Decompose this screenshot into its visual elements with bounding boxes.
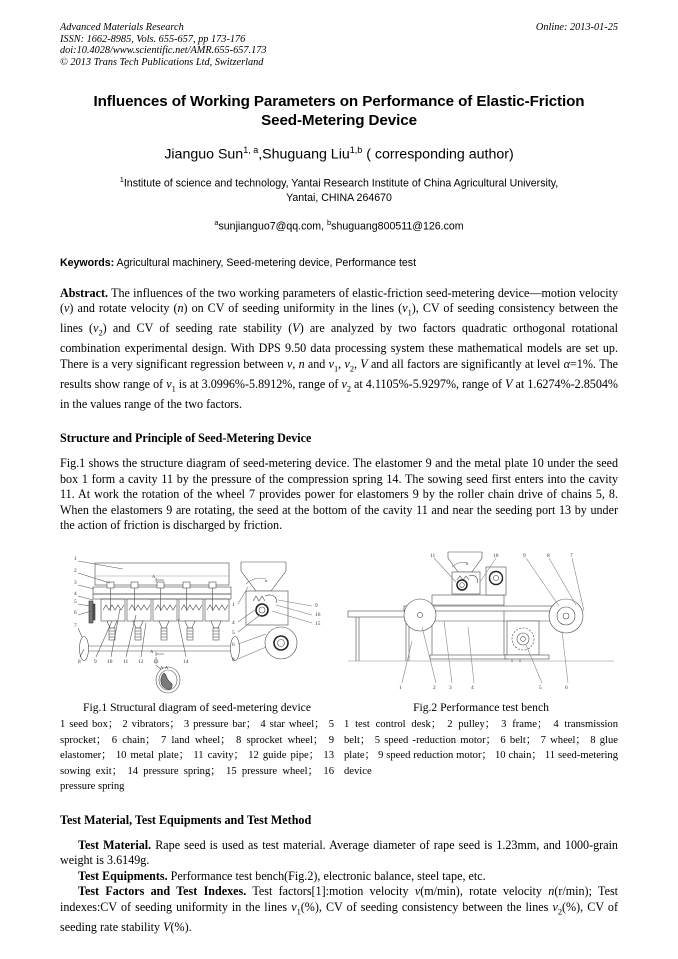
abstract-var-v2-c: v	[341, 376, 347, 391]
svg-text:9: 9	[94, 659, 97, 666]
abstract-block	[60, 286, 618, 413]
svg-text:7: 7	[74, 623, 77, 630]
svg-text:A-A: A-A	[160, 665, 169, 671]
abstract-t5: ) and CV of seeding rate stability (	[102, 321, 293, 336]
copyright-line: © 2013 Trans Tech Publications Ltd, Switzerland	[60, 56, 264, 68]
abstract-var-v: v	[64, 301, 70, 316]
svg-text:15: 15	[315, 621, 321, 628]
test-material-text: Rape seed is used as test material. Average diameter of rape seed is 1.23mm, and 1000-grain weight is 3.6149g.	[60, 837, 618, 868]
svg-text:14: 14	[183, 659, 189, 666]
svg-text:A: A	[150, 649, 154, 655]
abstract-var-v2-b-sub: 2	[349, 364, 355, 374]
svg-text:16: 16	[315, 612, 321, 619]
figure-2-block	[344, 549, 618, 795]
test-factors-label: Test Factors and Test Indexes.	[78, 884, 247, 899]
title-line-1: Influences of Working Parameters on Performance of Elastic-Friction	[93, 93, 585, 111]
svg-text:3: 3	[449, 685, 452, 692]
abstract-var-V-b: V	[360, 356, 368, 371]
corresponding-author-note: ( corresponding author)	[362, 147, 514, 164]
abstract-t9: ,	[338, 356, 345, 371]
abstract-var-v2-c-sub: 2	[346, 384, 351, 394]
keywords-block	[60, 256, 618, 270]
svg-text:5: 5	[539, 685, 542, 692]
affiliation-line-2: Yantai, CHINA 264670	[286, 192, 392, 205]
test-var-n: n	[548, 884, 555, 899]
author-1-affil-marker: 1, a	[243, 145, 259, 156]
abstract-t10: ,	[354, 356, 361, 371]
abstract-var-n: n	[177, 301, 184, 316]
abstract-var-v1: v	[402, 301, 408, 316]
masthead	[60, 22, 618, 68]
test-material-label: Test Material.	[78, 837, 152, 852]
svg-text:11: 11	[123, 659, 129, 666]
figure-1-image	[60, 549, 334, 695]
test-factors-t5: (%), CV of seeding rate stability	[60, 899, 618, 934]
test-equipments-label: Test Equipments.	[78, 868, 168, 883]
svg-text:12: 12	[138, 659, 144, 666]
online-date: Online: 2013-01-25	[535, 22, 618, 33]
email-a[interactable]: sunjianguo7@qq.com,	[218, 220, 325, 233]
section-heading-structure: Structure and Principle of Seed-Metering Device	[60, 431, 312, 446]
abstract-var-alpha: α	[563, 356, 570, 371]
abstract-t11: and all factors are significantly at level	[367, 356, 564, 371]
svg-text:10: 10	[493, 553, 499, 560]
svg-text:8: 8	[78, 659, 81, 666]
svg-text:1: 1	[232, 602, 235, 609]
svg-text:4: 4	[232, 620, 235, 627]
test-factors-t2: (m/min), rotate velocity	[420, 884, 549, 899]
abstract-var-v1-sub: 1	[407, 308, 412, 318]
title-line-2: Seed-Metering Device	[261, 112, 417, 130]
abstract-var-v1-b-sub: 1	[333, 364, 339, 374]
figure-2-image	[344, 549, 618, 695]
figure-1-caption: Fig.1 Structural diagram of seed-metering device	[83, 701, 311, 715]
abstract-t1: The influences of the two working parameters of elastic-friction seed-metering device—motion velocity (	[60, 285, 618, 316]
svg-text:5: 5	[232, 630, 235, 637]
svg-text:4: 4	[471, 685, 474, 692]
svg-text:n: n	[265, 578, 268, 584]
author-2-affil-marker: 1,b	[349, 145, 363, 156]
author-list	[60, 141, 618, 164]
author-2-name: Shuguang Liu	[262, 147, 350, 164]
figure-2-legend: 1 test control desk； 2 pulley； 3 frame； 4 transmission belt； 5 speed -reduction motor； 6 belt； 7 wheel； 8 glue plate； 9 speed reduction motor； 10 chain； 11 seed-metering device	[344, 719, 618, 777]
abstract-t15: at 1.6274%-2.8504% in the values range of the two factors.	[60, 376, 619, 411]
test-var-v2-sub: 2	[557, 907, 563, 917]
svg-text:2: 2	[74, 568, 77, 575]
svg-text:5: 5	[74, 599, 77, 606]
svg-text:9: 9	[315, 603, 318, 610]
test-factors-t4: (%), CV of seeding consistency between the lines	[300, 899, 553, 914]
keywords-label: Keywords:	[60, 256, 115, 269]
svg-text:A: A	[152, 574, 156, 580]
figure-1-legend: 1 seed box； 2 vibrators； 3 pressure bar； 4 star wheel； 5 sprocket； 6 chain； 7 land wheel； 8 sprocket wheel； 9 elastomer； 10 metal plate； 11 cavity； 12 guide pipe； 13 sowing exit； 14 pressure spring； 15 pressure wheel； 16 pressure spring	[60, 719, 334, 793]
figure-2-caption: Fig.2 Performance test bench	[413, 701, 549, 715]
figure-1-block	[60, 549, 334, 795]
keywords-value: Agricultural machinery, Seed-metering device, Performance test	[114, 256, 417, 269]
svg-text:6: 6	[232, 642, 235, 649]
svg-text:10: 10	[107, 659, 113, 666]
abstract-var-V: V	[292, 321, 300, 336]
abstract-var-V-c: V	[505, 376, 513, 391]
svg-text:1: 1	[399, 685, 402, 692]
abstract-var-v1-c: v	[166, 376, 172, 391]
test-var-v1: v	[291, 899, 297, 914]
paragraph-test-equipments	[60, 869, 618, 885]
abstract-t7: ,	[292, 356, 299, 371]
author-emails	[60, 216, 618, 234]
test-factors-t1: Test factors[1]:motion velocity	[246, 884, 415, 899]
svg-text:9: 9	[523, 553, 526, 560]
svg-text:n: n	[466, 561, 469, 567]
paragraph-test-material	[60, 838, 618, 869]
test-factors-t3: (r/min); Test indexes:CV of seeding uniformity in the lines	[60, 884, 619, 914]
paper-title	[60, 92, 618, 130]
svg-text:7: 7	[570, 553, 573, 560]
abstract-t8: and	[304, 356, 329, 371]
abstract-t2: ) and rotate velocity (	[69, 301, 178, 316]
email-b[interactable]: shuguang800511@126.com	[331, 220, 464, 233]
abstract-t12: =1%. The results show range of	[60, 356, 619, 391]
affiliation-line-1: Institute of science and technology, Yantai Research Institute of China Agricultural University,	[123, 177, 559, 190]
svg-text:8: 8	[547, 553, 550, 560]
svg-text:11: 11	[430, 553, 436, 560]
masthead-top-row	[60, 22, 618, 34]
svg-text:8: 8	[232, 657, 235, 664]
test-factors-t6: (%).	[170, 919, 192, 934]
svg-text:4: 4	[74, 591, 77, 598]
abstract-t4: ), CV of seeding consistency between the lines (	[60, 301, 618, 336]
svg-text:6: 6	[565, 685, 568, 692]
email-b-marker: b	[327, 217, 332, 227]
issn-line: ISSN: 1662-8985, Vols. 655-657, pp 173-176	[60, 33, 246, 45]
abstract-t14: at 4.1105%-5.9297%, range of	[351, 376, 506, 391]
doi-line[interactable]: doi:10.4028/www.scientific.net/AMR.655-657.173	[60, 45, 267, 57]
abstract-t6: ) are analyzed by two factors quadratic orthogonal rotational combination experimental design. With DPS 9.50 data processing system these mathematical models are set up. There is a very significant regression between	[60, 321, 618, 371]
section-structure-paragraph: Fig.1 shows the structure diagram of seed-metering device. The elastomer 9 and the metal plate 10 under the seed box 1 form a cavity 11 by the pressure of the compression spring 14. The sowing seed first enters into the cavity 11. At work the rotation of the wheel 7 provides power for elastomers 9 by the roller chain drive of chains 5, 8. When the elastomers 9 are rotating, the seed at the bottom of the cavity 11 and near the seeding port 13 by under the action of friction is discharged by friction.	[60, 456, 618, 533]
abstract-var-v2-sub: 2	[98, 328, 103, 338]
test-equipments-text: Performance test bench(Fig.2), electronic balance, steel tape, etc.	[167, 868, 486, 883]
abstract-var-v1-b: v	[328, 356, 334, 371]
abstract-var-v-b: v	[286, 356, 293, 371]
email-a-marker: a	[214, 217, 219, 227]
abstract-var-n-b: n	[298, 356, 305, 371]
svg-text:13: 13	[153, 659, 159, 666]
svg-text:2: 2	[433, 685, 436, 692]
affiliation	[60, 173, 618, 206]
author-separator: ,	[258, 147, 263, 164]
section-heading-test: Test Material, Test Equipments and Test Method	[60, 812, 312, 827]
abstract-label: Abstract.	[60, 285, 109, 300]
figure-row	[60, 549, 618, 795]
affiliation-marker: 1	[119, 175, 124, 185]
abstract-t3: ) on CV of seeding uniformity in the lines (	[183, 301, 403, 316]
author-1-name: Jianguo Sun	[164, 147, 244, 164]
test-var-v1-sub: 1	[296, 907, 301, 917]
svg-text:3: 3	[74, 580, 77, 587]
test-var-v2: v	[552, 899, 558, 914]
journal-name: Advanced Materials Research	[60, 22, 184, 33]
svg-text:6: 6	[74, 610, 77, 617]
test-var-v: v	[414, 884, 421, 899]
page-content	[60, 22, 618, 936]
abstract-var-v2-b: v	[344, 356, 350, 371]
abstract-var-v2: v	[93, 321, 99, 336]
paragraph-test-factors	[60, 884, 618, 935]
abstract-var-v1-c-sub: 1	[171, 384, 176, 394]
svg-text:1: 1	[74, 556, 77, 563]
test-var-V: V	[163, 919, 171, 934]
abstract-t13: is at 3.0996%-5.8912%, range of	[175, 376, 342, 391]
